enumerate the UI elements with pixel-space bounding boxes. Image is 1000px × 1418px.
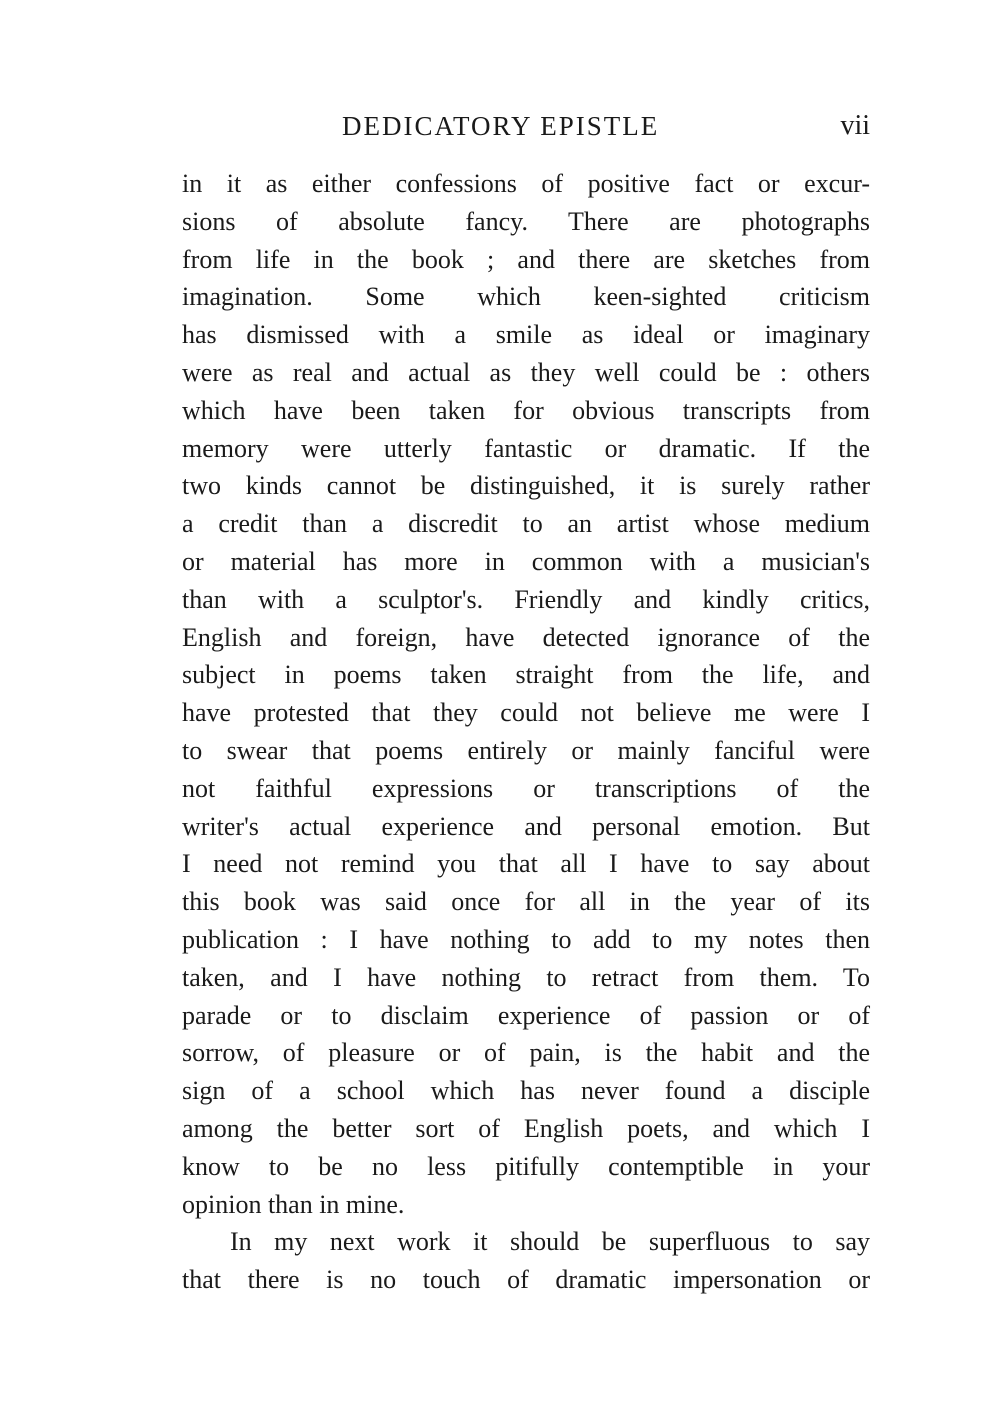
text-line: taken, and I have nothing to retract from them. To xyxy=(182,962,870,992)
text-line: has dismissed with a smile as ideal or imaginary xyxy=(182,320,870,350)
text-line: a credit than a discredit to an artist whose medium xyxy=(182,509,870,539)
text-line: this book was said once for all in the year of its xyxy=(182,887,870,917)
text-line: which have been taken for obvious transcripts from xyxy=(182,395,870,425)
text-line: from life in the book ; and there are sketches from xyxy=(182,244,870,274)
text-line: I need not remind you that all I have to say about xyxy=(182,849,870,879)
text-line: in it as either confessions of positive fact or excur- xyxy=(182,169,870,198)
text-line: to swear that poems entirely or mainly fanciful were xyxy=(182,735,870,765)
text-line: among the better sort of English poets, and which I xyxy=(182,1113,870,1143)
body-text xyxy=(182,165,870,1299)
text-line: know to be no less pitifully contemptible in your xyxy=(182,1151,870,1181)
text-line: writer's actual experience and personal emotion. But xyxy=(182,811,870,841)
text-line: were as real and actual as they well could be : others xyxy=(182,357,870,387)
text-line: not faithful expressions or transcriptions of the xyxy=(182,773,870,803)
paragraph-start-line: In my next work it should be superfluous to say xyxy=(230,1227,870,1257)
text-line: parade or to disclaim experience of passion or of xyxy=(182,1000,870,1030)
text-line: English and foreign, have detected ignorance of the xyxy=(182,622,870,652)
text-line: publication : I have nothing to add to my notes then xyxy=(182,924,870,954)
running-head xyxy=(182,104,870,148)
text-line: subject in poems taken straight from the life, and xyxy=(182,660,870,690)
text-line: imagination. Some which keen-sighted criticism xyxy=(182,282,870,312)
page-number: vii xyxy=(840,110,870,141)
text-line: that there is no touch of dramatic impersonation or xyxy=(182,1265,870,1295)
running-title: DEDICATORY EPISTLE xyxy=(342,111,660,141)
text-line: two kinds cannot be distinguished, it is surely rather xyxy=(182,471,870,501)
text-line: sign of a school which has never found a disciple xyxy=(182,1076,870,1106)
text-line: than with a sculptor's. Friendly and kindly critics, xyxy=(182,584,870,614)
text-line: sorrow, of pleasure or of pain, is the habit and the xyxy=(182,1038,870,1068)
text-line: memory were utterly fantastic or dramatic. If the xyxy=(182,433,870,463)
text-line: or material has more in common with a musician's xyxy=(182,546,870,576)
paragraph-end-line: opinion than in mine. xyxy=(182,1189,405,1219)
text-line: have protested that they could not believe me were I xyxy=(182,698,870,728)
text-line: sions of absolute fancy. There are photographs xyxy=(182,206,870,236)
